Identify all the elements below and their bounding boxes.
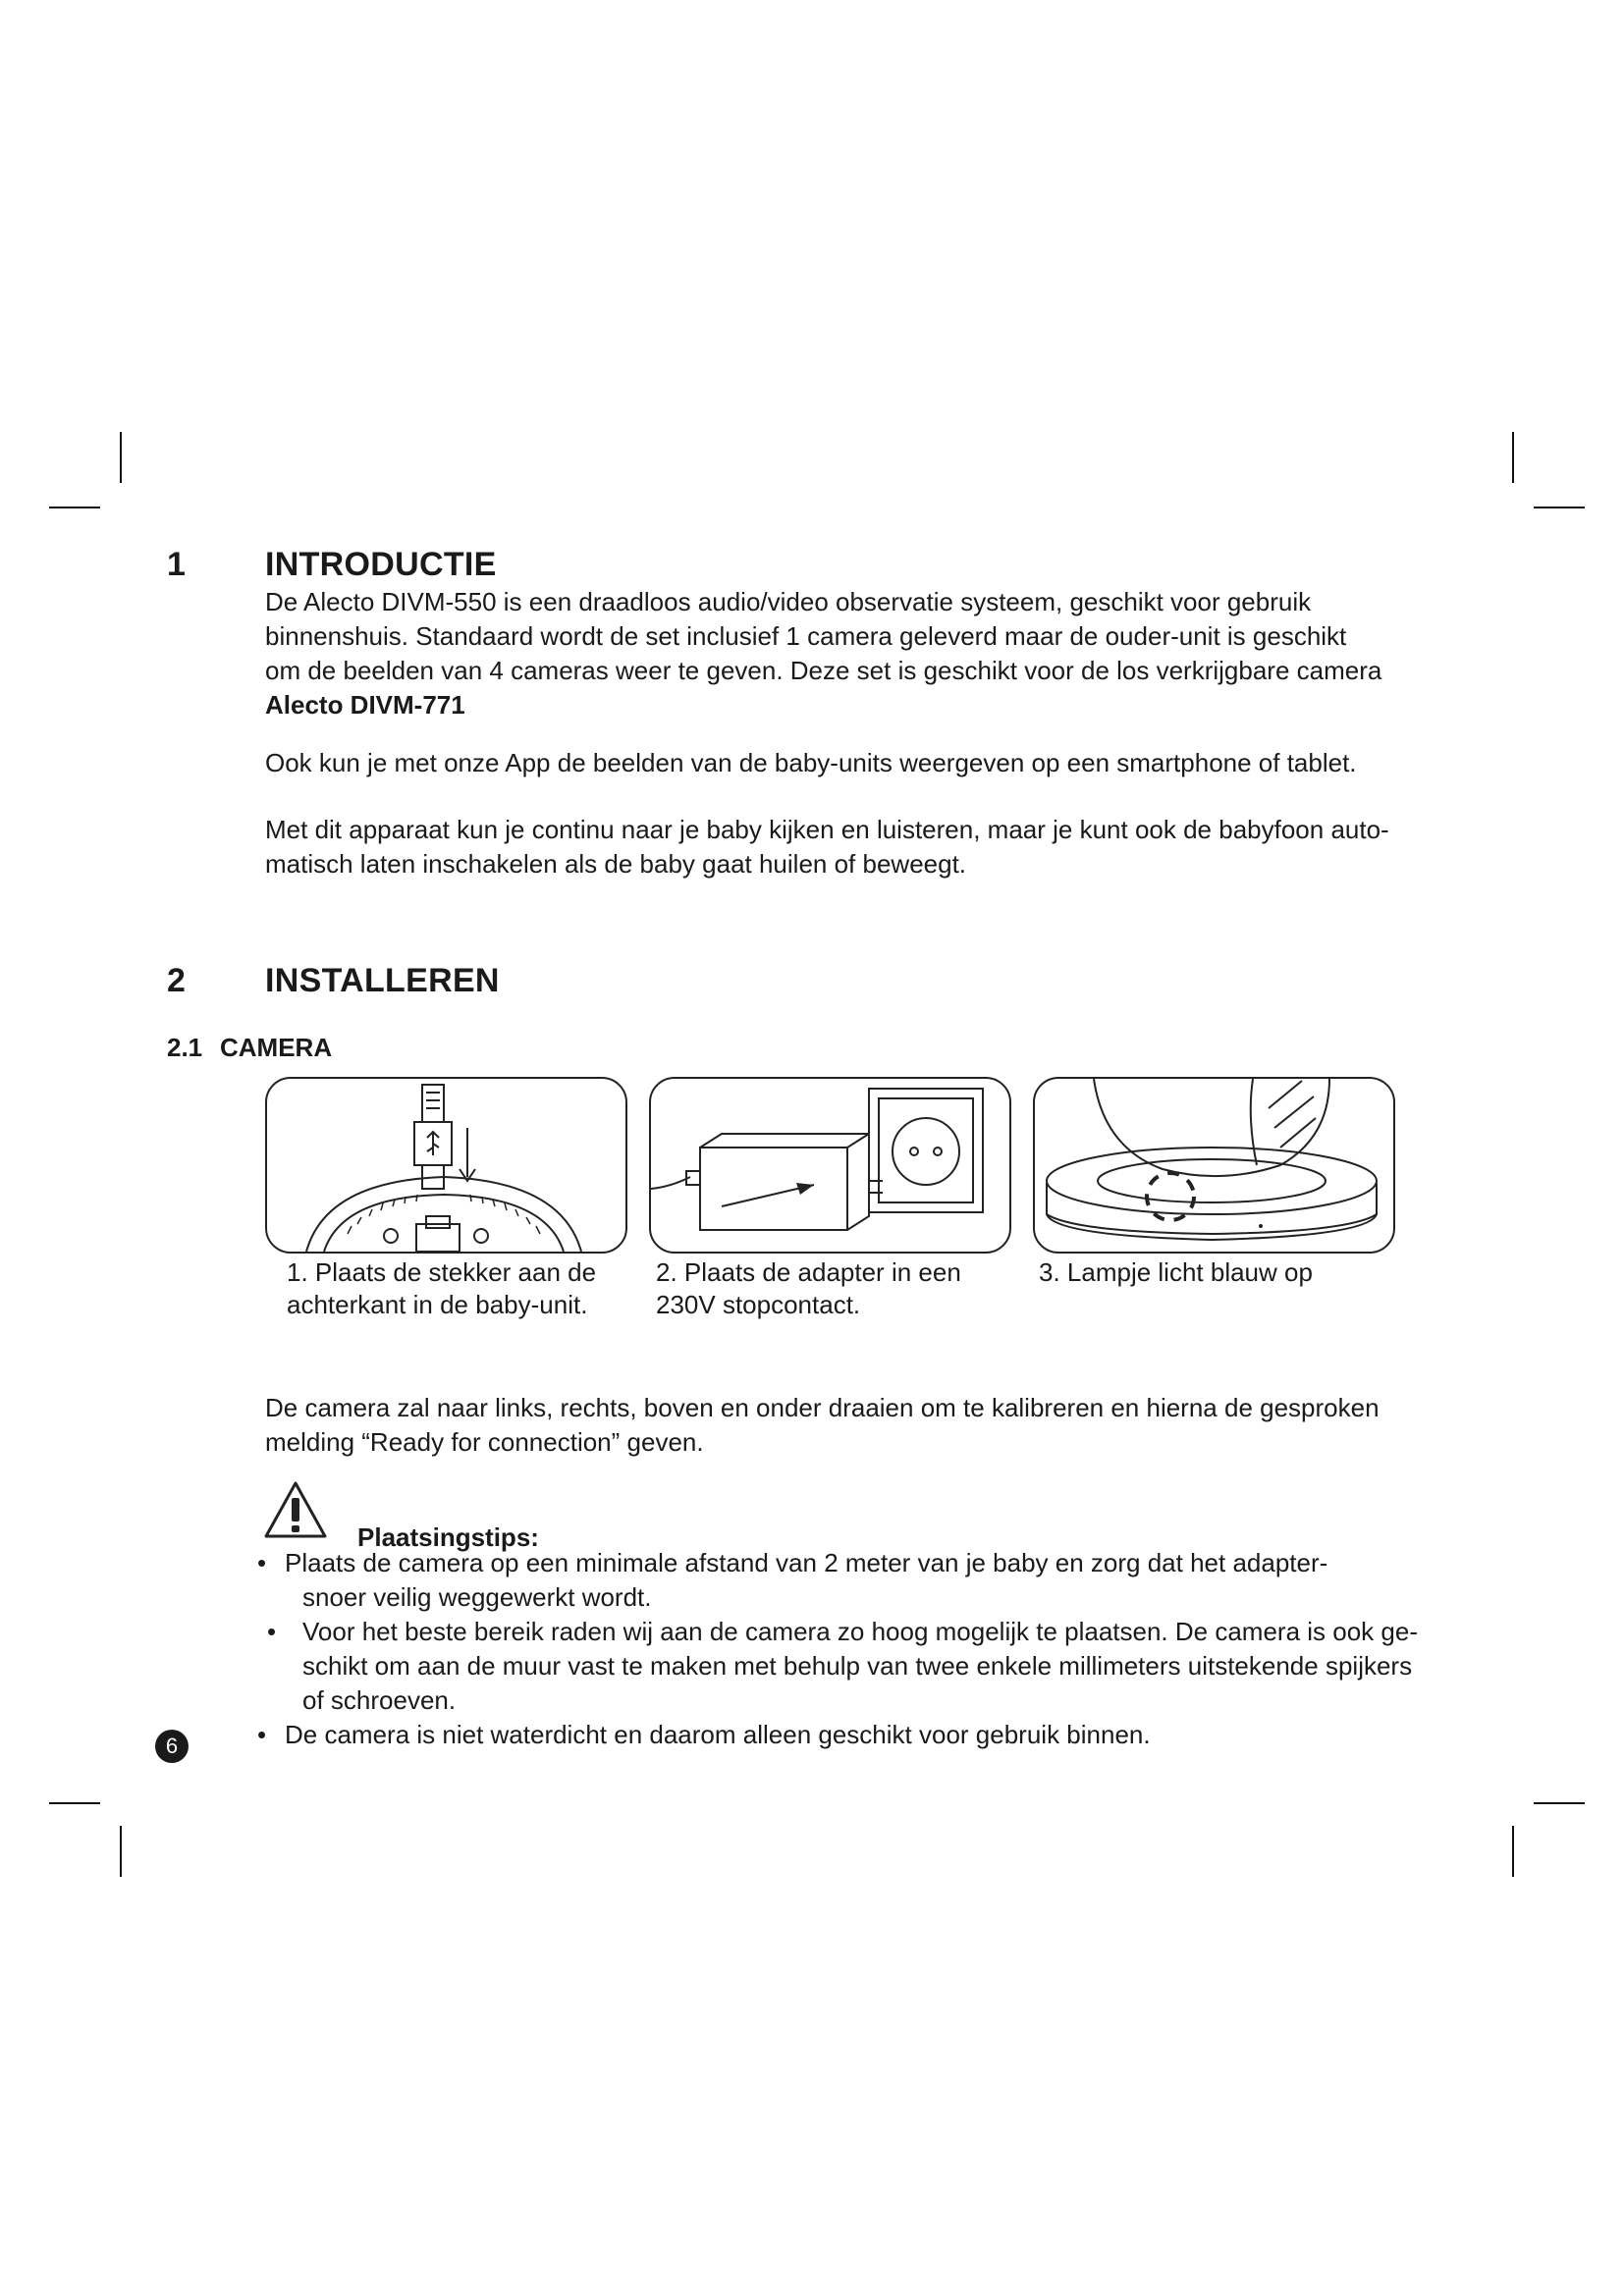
figure-2-caption-line-1: 2. Plaats de adapter in een [656,1257,961,1287]
figure-1-caption-line-2: achterkant in de baby-unit. [287,1290,588,1319]
bullet-dot: • [257,1548,267,1577]
warning-triangle-icon [263,1480,328,1539]
bullet-dot: • [257,1720,267,1749]
tip-2-line-1: Voor het beste bereik raden wij aan de camera zo hoog mogelijk te plaatsen. De camera is ook ge- [302,1617,1418,1646]
subsection-title: CAMERA [220,1033,333,1062]
crop-mark-bottom-right-vertical [1512,1826,1514,1877]
section-1-title: INTRODUCTIE [265,546,497,583]
section-2-number: 2 [167,962,186,999]
figure-usb-plug [265,1077,627,1254]
intro-paragraph-1 [265,585,1473,722]
figure-power-adapter [649,1077,1011,1254]
crop-mark-top-right-vertical [1512,432,1514,483]
intro-paragraph-2 [265,746,1473,780]
power-adapter-icon [651,1079,1009,1252]
intro-line-3: om de beelden van 4 cameras weer te geven. Deze set is geschikt voor de los verkrijgbare camera [265,656,1382,685]
figure-1-caption [287,1256,596,1321]
calibration-paragraph [265,1391,1473,1460]
calibration-line-1: De camera zal naar links, rechts, boven en onder draaien om te kalibreren en hierna de gesproken [265,1393,1380,1422]
intro-p3-line-2: matisch laten inschakelen als de baby gaat huilen of beweegt. [265,849,967,879]
intro-p3-line-1: Met dit apparaat kun je continu naar je baby kijken en luisteren, maar je kunt ook de babyfoon auto- [265,815,1389,844]
section-1-number: 1 [167,546,186,583]
app-line: Ook kun je met onze App de beelden van de baby-units weergeven op een smartphone of tablet. [265,748,1357,777]
tip-2-line-3: of schroeven. [302,1685,457,1715]
tip-item [257,1546,1475,1615]
bullet-dot: • [267,1617,277,1646]
tips-list [257,1546,1475,1752]
crop-mark-bottom-left-vertical [120,1826,122,1877]
subsection-number: 2.1 [167,1033,203,1062]
intro-paragraph-3 [265,813,1473,881]
figure-3-caption [1039,1256,1313,1289]
tip-1-line-1: Plaats de camera op een minimale afstand van 2 meter van je baby en zorg dat het adapter- [285,1548,1328,1577]
crop-mark-bottom-left-horizontal [49,1802,100,1804]
tip-item [257,1615,1475,1718]
tips-title: Plaatsingstips: [357,1522,539,1552]
calibration-line-2: melding “Ready for connection” geven. [265,1427,704,1457]
figure-1-caption-line-1: 1. Plaats de stekker aan de [287,1257,597,1287]
crop-mark-top-right-horizontal [1534,507,1585,508]
crop-mark-top-left-horizontal [49,507,100,508]
page-number: 6 [155,1730,189,1763]
tip-1-line-2: snoer veilig weggewerkt wordt. [302,1582,652,1612]
intro-line-1: De Alecto DIVM-550 is een draadloos audio/video observatie systeem, geschikt voor gebruik [265,587,1312,616]
figure-2-caption [656,1256,961,1321]
tip-2-line-2: schikt om aan de muur vast te maken met behulp van twee enkele millimeters uitstekende spijkers [302,1651,1413,1681]
camera-led-icon [1035,1079,1393,1252]
crop-mark-bottom-right-horizontal [1534,1802,1585,1804]
figure-camera-led [1033,1077,1395,1254]
figure-3-caption-line-1: 3. Lampje licht blauw op [1039,1257,1313,1287]
section-2-title: INSTALLEREN [265,962,500,999]
usb-plug-icon [267,1079,625,1252]
tip-3-line-1: De camera is niet waterdicht en daarom alleen geschikt voor gebruik binnen. [285,1720,1151,1749]
figure-2-caption-line-2: 230V stopcontact. [656,1290,861,1319]
tip-item [257,1718,1475,1752]
intro-product-name: Alecto DIVM-771 [265,690,465,720]
intro-line-2: binnenshuis. Standaard wordt de set inclusief 1 camera geleverd maar de ouder-unit is geschikt [265,621,1347,651]
crop-mark-top-left-vertical [120,432,122,483]
